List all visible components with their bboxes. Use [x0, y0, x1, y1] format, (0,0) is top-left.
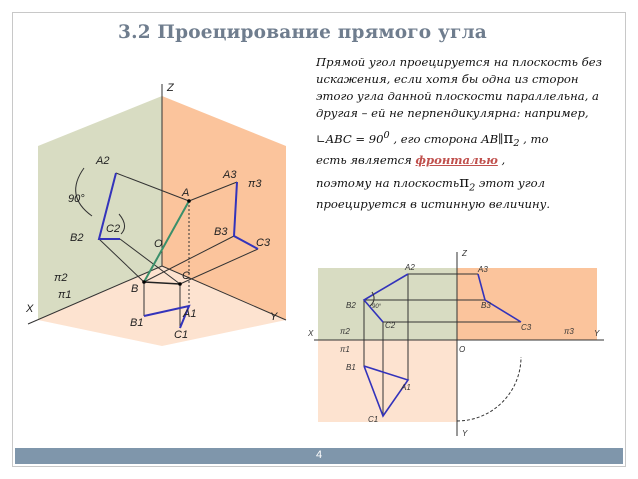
label-a3: A3 [223, 169, 237, 181]
label-c2: C2 [106, 223, 121, 235]
epure-label-x: X [308, 329, 314, 338]
label-z: Z [167, 82, 174, 94]
transfer-arc [457, 357, 521, 421]
label-a1: A1 [183, 308, 197, 320]
epure-figure [306, 246, 616, 442]
epure-label-a1: A1 [401, 383, 411, 392]
conclusion-lead: поэтому на плоскость [316, 176, 460, 191]
label-b1: B1 [130, 317, 144, 329]
label-c: C [182, 270, 190, 282]
frontal-paragraph [316, 152, 616, 169]
epure-label-o: O [459, 345, 466, 354]
frontal-term: фронталью [415, 153, 498, 168]
label-b3: B3 [214, 226, 228, 238]
epure-label-b1: B1 [346, 363, 356, 372]
angle-statement: ∟ABC = 90 [316, 131, 384, 146]
definition-paragraph: Прямой угол проецируется на плоскость без искажения, если хотя бы одна из сторон этого угла данной плоскости параллельна, а другая – ей не перпендикулярна: например, [316, 55, 602, 120]
epure-label-angle: 90° [372, 304, 382, 310]
condition-tail: , то [519, 131, 549, 146]
epure-label-y-top: Y [594, 329, 600, 338]
point-c [178, 282, 182, 286]
point-b [142, 280, 146, 284]
body-text [316, 54, 616, 213]
page-number: 4 [315, 449, 323, 461]
label-angle: 90° [68, 193, 85, 205]
label-b: B [131, 283, 139, 295]
pi-subscript: 2 [469, 182, 476, 194]
label-x: X [26, 303, 34, 315]
parallel-symbol: ∥ [498, 131, 504, 146]
epure-label-b3: B3 [481, 301, 491, 310]
epure-label-c1: C1 [368, 415, 379, 424]
epure-label-z: Z [462, 249, 467, 258]
epure-label-a2: A2 [405, 263, 415, 272]
label-c1: C1 [174, 329, 189, 341]
label-pi3: π3 [248, 178, 262, 190]
pi-subscript: 2 [513, 138, 520, 150]
frontal-tail: , [497, 153, 506, 168]
isometric-figure [24, 76, 294, 356]
epure-label-pi2: π2 [340, 327, 350, 336]
epure-label-y-bottom: Y [462, 429, 468, 438]
label-b2: B2 [70, 232, 84, 244]
label-a: A [182, 187, 190, 199]
pi-symbol: π [459, 173, 470, 192]
epure-label-pi3: π3 [564, 327, 574, 336]
epure-label-c3: C3 [521, 323, 532, 332]
point-a [187, 199, 191, 203]
epure-label-b2: B2 [346, 301, 356, 310]
label-pi2: π2 [54, 272, 68, 284]
epure-label-c2: C2 [385, 321, 396, 330]
slide-title: 3.2 Проецирование прямого угла [118, 22, 487, 43]
label-y: Y [270, 311, 278, 323]
epure-label-a3: A3 [478, 265, 488, 274]
condition-paragraph [316, 127, 616, 152]
label-a2: A2 [96, 155, 110, 167]
footer-bar [15, 448, 623, 464]
conclusion-paragraph [316, 174, 616, 213]
degree-mark: 0 [383, 130, 390, 141]
pi-symbol: π [503, 128, 514, 147]
epure-label-pi1: π1 [340, 345, 350, 354]
label-o: O [154, 238, 163, 250]
label-pi1: π1 [58, 289, 72, 301]
side-statement: , его сторона AB [389, 131, 499, 146]
conclusion-tail: этот угол проецируется в истинную величину. [316, 176, 551, 212]
frontal-lead: есть является [316, 153, 416, 168]
label-c3: C3 [256, 237, 271, 249]
